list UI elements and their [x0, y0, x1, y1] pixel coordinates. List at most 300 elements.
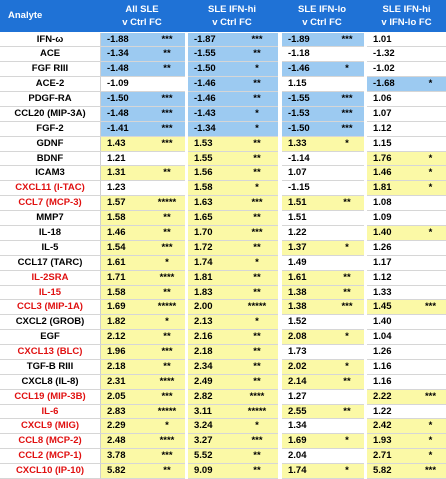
table-row [0, 271, 446, 286]
table-row [0, 62, 446, 77]
fold-change-value: 2.55 [282, 405, 330, 420]
significance-stars: *** [149, 92, 185, 107]
table-row [0, 449, 446, 464]
significance-stars: * [236, 419, 278, 434]
fold-change-value: 2.42 [367, 419, 415, 434]
fold-change-value: 5.82 [101, 464, 149, 479]
significance-stars [415, 256, 446, 271]
analyte-name: CCL3 (MIP-1A) [0, 300, 101, 315]
significance-stars: * [415, 152, 446, 167]
analyte-name: CXCL2 (GROB) [0, 315, 101, 330]
fold-change-value: 2.02 [282, 360, 330, 375]
fold-change-value: 1.53 [188, 137, 236, 152]
fold-change-value: 2.18 [188, 345, 236, 360]
significance-stars [415, 271, 446, 286]
significance-stars: * [415, 449, 446, 464]
significance-stars: ***** [236, 300, 278, 315]
significance-stars [330, 47, 364, 62]
significance-stars: ** [236, 449, 278, 464]
significance-stars [149, 77, 185, 92]
significance-stars [415, 330, 446, 345]
significance-stars: ** [330, 405, 364, 420]
fold-change-value: 1.70 [188, 226, 236, 241]
significance-stars: ** [236, 211, 278, 226]
significance-stars: **** [149, 434, 185, 449]
significance-stars [415, 33, 446, 48]
fold-change-value: 2.18 [101, 360, 149, 375]
fold-change-value: 1.72 [188, 241, 236, 256]
significance-stars [415, 122, 446, 137]
fold-change-value: 1.81 [367, 181, 415, 196]
significance-stars: * [330, 330, 364, 345]
significance-stars [415, 92, 446, 107]
fold-change-value: 1.71 [101, 271, 149, 286]
significance-stars: ** [149, 464, 185, 479]
significance-stars: *** [149, 345, 185, 360]
significance-stars [415, 315, 446, 330]
fold-change-value: -1.34 [101, 47, 149, 62]
fold-change-value: 1.61 [101, 256, 149, 271]
fold-change-value: 1.65 [188, 211, 236, 226]
significance-stars [330, 152, 364, 167]
fold-change-value: 1.07 [282, 166, 330, 181]
fold-change-value: 1.82 [101, 315, 149, 330]
table-row [0, 256, 446, 271]
fold-change-value: -1.46 [188, 92, 236, 107]
significance-stars: * [236, 315, 278, 330]
fold-change-value: 1.26 [367, 345, 415, 360]
fold-change-value: -1.15 [282, 181, 330, 196]
fold-change-value: -1.55 [282, 92, 330, 107]
fold-change-value: 1.54 [101, 241, 149, 256]
analyte-name: CXCL9 (MIG) [0, 419, 101, 434]
significance-stars [330, 390, 364, 405]
fold-change-value: -1.41 [101, 122, 149, 137]
significance-stars: *** [330, 122, 364, 137]
significance-stars: ** [236, 286, 278, 301]
significance-stars [415, 47, 446, 62]
fold-change-value: 1.73 [282, 345, 330, 360]
significance-stars [415, 241, 446, 256]
significance-stars: ** [236, 330, 278, 345]
fold-change-value: 1.27 [282, 390, 330, 405]
significance-stars: ***** [149, 300, 185, 315]
fold-change-value: -1.55 [188, 47, 236, 62]
table-row [0, 300, 446, 315]
fold-change-value: 1.34 [282, 419, 330, 434]
significance-stars: *** [236, 226, 278, 241]
significance-stars: * [330, 137, 364, 152]
fold-change-value: 1.58 [101, 286, 149, 301]
fold-change-value: 1.69 [282, 434, 330, 449]
fold-change-value: 1.33 [282, 137, 330, 152]
hi-vs-lo-header: SLE IFN-hi v IFN-lo FC [381, 4, 432, 28]
significance-stars [415, 62, 446, 77]
significance-stars: ***** [149, 196, 185, 211]
fold-change-value: 1.49 [282, 256, 330, 271]
fold-change-value: 1.38 [282, 300, 330, 315]
significance-stars: *** [149, 449, 185, 464]
fold-change-value: 1.26 [367, 241, 415, 256]
sle-ifn-lo-header: SLE IFN-lo v Ctrl FC [297, 4, 347, 28]
table-row [0, 315, 446, 330]
table-row [0, 166, 446, 181]
fold-change-value: 1.56 [188, 166, 236, 181]
significance-stars [415, 137, 446, 152]
significance-stars: ** [236, 464, 278, 479]
fold-change-value: 1.46 [367, 166, 415, 181]
fold-change-value: 1.15 [367, 137, 415, 152]
significance-stars: * [330, 464, 364, 479]
significance-stars: *** [236, 434, 278, 449]
fold-change-value: 1.55 [188, 152, 236, 167]
significance-stars: ** [149, 47, 185, 62]
fold-change-value: 5.82 [367, 464, 415, 479]
significance-stars: ** [236, 77, 278, 92]
significance-stars: *** [236, 196, 278, 211]
analyte-name: CCL2 (MCP-1) [0, 449, 101, 464]
fold-change-value: 2.12 [101, 330, 149, 345]
significance-stars [415, 405, 446, 420]
significance-stars: *** [330, 300, 364, 315]
significance-stars [330, 226, 364, 241]
significance-stars: * [149, 419, 185, 434]
significance-stars: * [330, 241, 364, 256]
significance-stars: * [415, 77, 446, 92]
fold-change-value: 2.49 [188, 375, 236, 390]
fold-change-value: 2.83 [101, 405, 149, 420]
significance-stars: ** [149, 330, 185, 345]
fold-change-value: -1.18 [282, 47, 330, 62]
significance-stars: *** [330, 92, 364, 107]
analyte-name: BDNF [0, 152, 101, 167]
fold-change-value: -1.32 [367, 47, 415, 62]
fold-change-value: 1.58 [101, 211, 149, 226]
fold-change-value: 2.16 [188, 330, 236, 345]
significance-stars: **** [149, 375, 185, 390]
fold-change-value: -1.02 [367, 62, 415, 77]
significance-stars: *** [415, 464, 446, 479]
significance-stars [415, 107, 446, 122]
significance-stars: ** [236, 241, 278, 256]
table-row [0, 360, 446, 375]
analyte-name: CCL8 (MCP-2) [0, 434, 101, 449]
fold-change-value: -1.09 [101, 77, 149, 92]
analyte-name: IL-6 [0, 405, 101, 420]
analyte-name: CCL7 (MCP-3) [0, 196, 101, 211]
significance-stars: ** [149, 360, 185, 375]
analyte-name: MMP7 [0, 211, 101, 226]
fold-change-value: 1.81 [188, 271, 236, 286]
fold-change-value: 1.93 [367, 434, 415, 449]
significance-stars: ** [236, 360, 278, 375]
significance-stars [415, 211, 446, 226]
analyte-name: FGF-2 [0, 122, 101, 137]
significance-stars: **** [236, 390, 278, 405]
fold-change-value: 1.40 [367, 315, 415, 330]
table-row [0, 286, 446, 301]
table-row [0, 226, 446, 241]
table-row [0, 33, 446, 48]
significance-stars: ** [236, 92, 278, 107]
significance-stars: **** [149, 271, 185, 286]
significance-stars: *** [330, 33, 364, 48]
fold-change-value: 1.69 [101, 300, 149, 315]
table-row [0, 241, 446, 256]
fold-change-value: 1.21 [101, 152, 149, 167]
analyte-name: PDGF-RA [0, 92, 101, 107]
significance-stars [415, 196, 446, 211]
fold-change-value: 5.52 [188, 449, 236, 464]
significance-stars [330, 345, 364, 360]
table-row [0, 77, 446, 92]
significance-stars: * [149, 315, 185, 330]
fold-change-value: 2.05 [101, 390, 149, 405]
significance-stars [149, 152, 185, 167]
significance-stars: * [330, 62, 364, 77]
table-row [0, 92, 446, 107]
fold-change-value: 9.09 [188, 464, 236, 479]
analyte-name: IFN-ω [0, 33, 101, 48]
table-row [0, 405, 446, 420]
table-row [0, 181, 446, 196]
fold-change-value: 2.08 [282, 330, 330, 345]
fold-change-value: 1.74 [188, 256, 236, 271]
fold-change-value: 1.06 [367, 92, 415, 107]
analyte-name: IL-18 [0, 226, 101, 241]
significance-stars: ** [236, 166, 278, 181]
fold-change-value: 2.82 [188, 390, 236, 405]
significance-stars [330, 77, 364, 92]
significance-stars: ** [149, 226, 185, 241]
fold-change-value: 1.12 [367, 122, 415, 137]
analyte-name: CXCL8 (IL-8) [0, 375, 101, 390]
fold-change-value: 1.76 [367, 152, 415, 167]
fold-change-value: -1.50 [101, 92, 149, 107]
fold-change-value: 1.23 [101, 181, 149, 196]
significance-stars: * [415, 181, 446, 196]
table-header [0, 0, 446, 32]
significance-stars: * [415, 419, 446, 434]
fold-change-value: -1.34 [188, 122, 236, 137]
analyte-name: ACE-2 [0, 77, 101, 92]
fold-change-value: 1.96 [101, 345, 149, 360]
significance-stars: ** [149, 286, 185, 301]
fold-change-value: 1.83 [188, 286, 236, 301]
significance-stars: *** [149, 241, 185, 256]
significance-stars: * [236, 256, 278, 271]
analyte-name: CCL19 (MIP-3B) [0, 390, 101, 405]
analyte-header: Analyte [8, 10, 43, 21]
significance-stars: * [236, 62, 278, 77]
fold-change-value: 2.34 [188, 360, 236, 375]
significance-stars: * [236, 107, 278, 122]
fold-change-value: 2.71 [367, 449, 415, 464]
significance-stars: ** [236, 47, 278, 62]
analyte-name: CXCL13 (BLC) [0, 345, 101, 360]
fold-change-value: 3.78 [101, 449, 149, 464]
significance-stars: * [330, 360, 364, 375]
fold-change-value: 1.09 [367, 211, 415, 226]
table-row [0, 375, 446, 390]
fold-change-value: 1.16 [367, 375, 415, 390]
fold-change-value: -1.89 [282, 33, 330, 48]
fold-change-value: 1.16 [367, 360, 415, 375]
fold-change-value: -1.46 [282, 62, 330, 77]
fold-change-value: 1.08 [367, 196, 415, 211]
significance-stars [330, 315, 364, 330]
analyte-name: ACE [0, 47, 101, 62]
fold-change-value: 1.61 [282, 271, 330, 286]
significance-stars: * [149, 256, 185, 271]
fold-change-value: 1.37 [282, 241, 330, 256]
significance-stars [149, 181, 185, 196]
all-sle-header: All SLE v Ctrl FC [122, 4, 162, 28]
analyte-name: ICAM3 [0, 166, 101, 181]
fold-change-value: 3.27 [188, 434, 236, 449]
significance-stars: ** [236, 152, 278, 167]
fold-change-value: -1.87 [188, 33, 236, 48]
table-row [0, 47, 446, 62]
significance-stars: *** [149, 33, 185, 48]
fold-change-value: 2.48 [101, 434, 149, 449]
analyte-name: CCL20 (MIP-3A) [0, 107, 101, 122]
significance-stars: ** [236, 137, 278, 152]
fold-change-value: 1.43 [101, 137, 149, 152]
fold-change-value: 1.63 [188, 196, 236, 211]
fold-change-value: 1.22 [282, 226, 330, 241]
fold-change-value: 1.51 [282, 196, 330, 211]
fold-change-value: 1.51 [282, 211, 330, 226]
analyte-name: IL-2SRA [0, 271, 101, 286]
fold-change-value: -1.46 [188, 77, 236, 92]
significance-stars: * [330, 434, 364, 449]
fold-change-value: 2.00 [188, 300, 236, 315]
significance-stars [330, 449, 364, 464]
fold-change-value: -1.48 [101, 62, 149, 77]
fold-change-value: -1.48 [101, 107, 149, 122]
fold-change-value: 2.14 [282, 375, 330, 390]
table-row [0, 464, 446, 479]
significance-stars: *** [149, 137, 185, 152]
fold-change-value: 1.74 [282, 464, 330, 479]
analyte-name: IL-5 [0, 241, 101, 256]
significance-stars: * [415, 226, 446, 241]
significance-stars: ***** [149, 405, 185, 420]
table-row [0, 137, 446, 152]
fold-change-value: 1.45 [367, 300, 415, 315]
table-row [0, 211, 446, 226]
fold-change-value: 1.40 [367, 226, 415, 241]
fold-change-value: -1.88 [101, 33, 149, 48]
table-row [0, 330, 446, 345]
fold-change-value: 1.38 [282, 286, 330, 301]
fold-change-value: 3.24 [188, 419, 236, 434]
significance-stars [415, 345, 446, 360]
significance-stars: *** [415, 300, 446, 315]
fold-change-value: -1.53 [282, 107, 330, 122]
fold-change-value: 1.57 [101, 196, 149, 211]
fold-change-value: 1.22 [367, 405, 415, 420]
analyte-name: CXCL11 (I-TAC) [0, 181, 101, 196]
significance-stars [330, 419, 364, 434]
fold-change-value: 1.31 [101, 166, 149, 181]
analyte-name: EGF [0, 330, 101, 345]
fold-change-value: 1.58 [188, 181, 236, 196]
significance-stars: ** [236, 345, 278, 360]
significance-stars: *** [330, 107, 364, 122]
significance-stars: *** [149, 390, 185, 405]
significance-stars [415, 286, 446, 301]
significance-stars: ***** [236, 405, 278, 420]
analyte-name: FGF RIII [0, 62, 101, 77]
significance-stars: ** [149, 166, 185, 181]
significance-stars [330, 166, 364, 181]
analyte-name: CXCL10 (IP-10) [0, 464, 101, 479]
fold-change-value: 2.31 [101, 375, 149, 390]
fold-change-value: 1.46 [101, 226, 149, 241]
fold-change-value: 2.04 [282, 449, 330, 464]
significance-stars: *** [149, 107, 185, 122]
analyte-name: IL-15 [0, 286, 101, 301]
significance-stars: ** [330, 196, 364, 211]
significance-stars [330, 256, 364, 271]
table-row [0, 390, 446, 405]
fold-change-value: 1.04 [367, 330, 415, 345]
table-row [0, 122, 446, 137]
significance-stars: * [236, 181, 278, 196]
significance-stars: ** [330, 375, 364, 390]
significance-stars: *** [415, 390, 446, 405]
fold-change-value: 2.22 [367, 390, 415, 405]
significance-stars: ** [149, 62, 185, 77]
significance-stars: *** [149, 122, 185, 137]
table-row [0, 434, 446, 449]
fold-change-value: -1.50 [282, 122, 330, 137]
fold-change-value: 1.01 [367, 33, 415, 48]
significance-stars [415, 360, 446, 375]
significance-stars: ** [330, 271, 364, 286]
table-row [0, 345, 446, 360]
fold-change-value: 1.12 [367, 271, 415, 286]
fold-change-value: 3.11 [188, 405, 236, 420]
analyte-name: GDNF [0, 137, 101, 152]
significance-stars [415, 375, 446, 390]
significance-stars: * [415, 166, 446, 181]
significance-stars: * [415, 434, 446, 449]
fold-change-value: -1.14 [282, 152, 330, 167]
table-row [0, 107, 446, 122]
table-row [0, 196, 446, 211]
analyte-name: TGF-B RIII [0, 360, 101, 375]
table-row [0, 152, 446, 167]
fold-change-value: 2.29 [101, 419, 149, 434]
analyte-name: CCL17 (TARC) [0, 256, 101, 271]
significance-stars [330, 181, 364, 196]
significance-stars: * [236, 122, 278, 137]
significance-stars: ** [330, 286, 364, 301]
fold-change-value: 1.52 [282, 315, 330, 330]
fold-change-value: -1.68 [367, 77, 415, 92]
table-row [0, 419, 446, 434]
fold-change-value: 1.15 [282, 77, 330, 92]
significance-stars [330, 211, 364, 226]
fold-change-value: -1.43 [188, 107, 236, 122]
significance-stars: ** [236, 375, 278, 390]
fold-change-value: -1.50 [188, 62, 236, 77]
fold-change-value: 1.07 [367, 107, 415, 122]
fold-change-value: 1.33 [367, 286, 415, 301]
